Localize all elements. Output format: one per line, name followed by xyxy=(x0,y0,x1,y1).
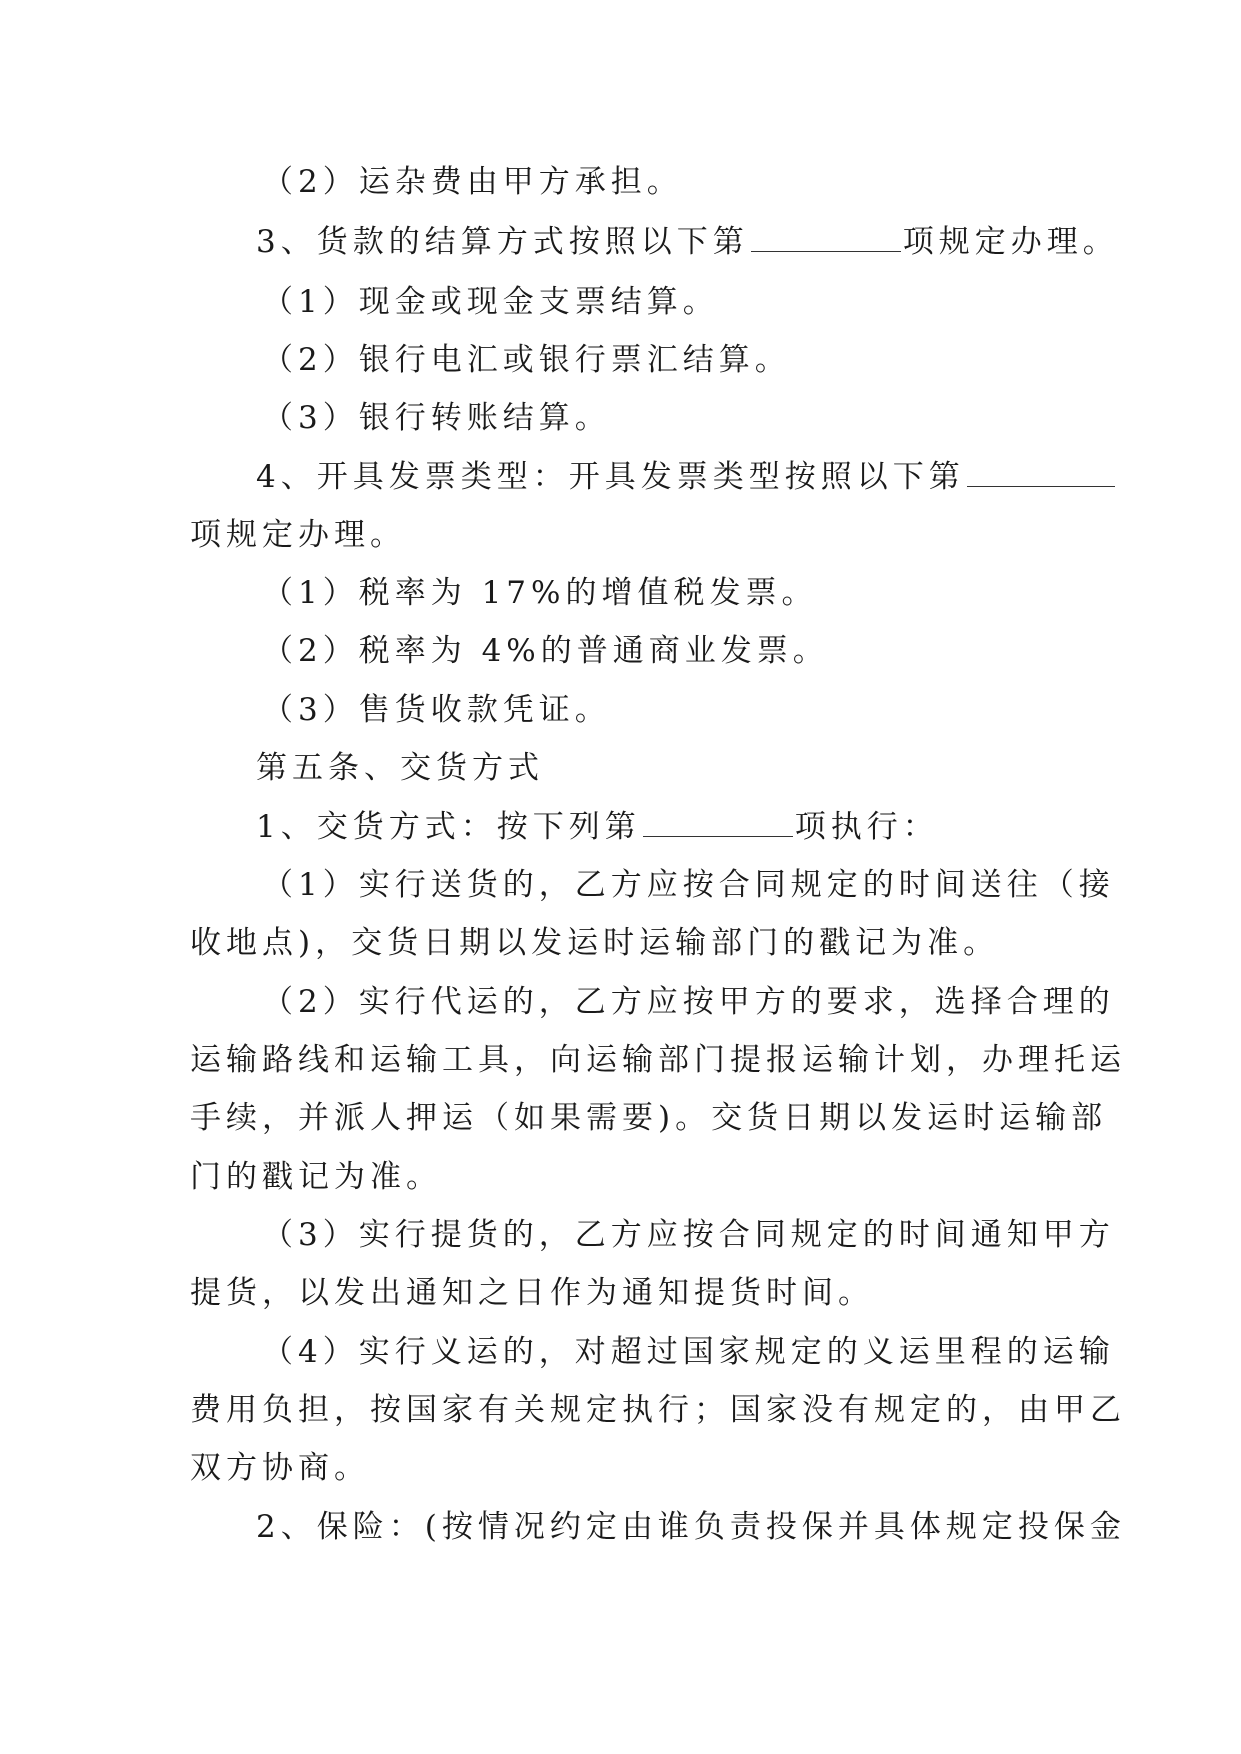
text-line xyxy=(190,515,406,555)
text-line-content: 项规定办理。 xyxy=(190,517,406,553)
text-line xyxy=(190,1098,1107,1138)
text-line-content: （1）税率为 17%的增值税发票。 xyxy=(262,575,818,611)
text-line-content: 门的戳记为准。 xyxy=(190,1159,442,1195)
text-line-content: 提货，以发出通知之日作为通知提货时间。 xyxy=(190,1275,874,1311)
text-line xyxy=(256,807,939,847)
text-line xyxy=(262,982,1115,1022)
text-line xyxy=(190,923,999,963)
text-line-content: 收地点)，交货日期以发运时运输部门的戳记为准。 xyxy=(190,925,1000,961)
text-line xyxy=(190,1040,1126,1080)
text-line xyxy=(262,573,817,613)
text-line-content: 4、开具发票类型：开具发票类型按照以下第 xyxy=(256,459,965,495)
text-line-content: （1）实行送货的，乙方应按合同规定的时间送往（接 xyxy=(262,867,1115,903)
text-line-content: 项规定办理。 xyxy=(902,224,1119,260)
text-line-content: （3）实行提货的，乙方应按合同规定的时间通知甲方 xyxy=(262,1217,1115,1253)
text-line xyxy=(262,690,611,730)
text-line-content: 3、货款的结算方式按照以下第 xyxy=(256,224,749,260)
text-line-content: （2）实行代运的，乙方应按甲方的要求，选择合理的 xyxy=(262,984,1115,1020)
text-line xyxy=(256,222,1119,262)
text-line-content: （2）运杂费由甲方承担。 xyxy=(262,164,683,200)
text-line xyxy=(262,631,829,671)
text-line-content: 费用负担，按国家有关规定执行；国家没有规定的，由甲乙 xyxy=(190,1392,1126,1428)
text-line-content: 2、保险：(按情况约定由谁负责投保并具体规定投保金 xyxy=(256,1509,1126,1545)
text-line xyxy=(262,282,719,322)
text-line-content: （1）现金或现金支票结算。 xyxy=(262,284,719,320)
text-line xyxy=(190,1157,442,1197)
text-line-content: （2）税率为 4%的普通商业发票。 xyxy=(262,633,829,669)
text-line xyxy=(262,1332,1115,1372)
fill-in-blank[interactable] xyxy=(643,810,793,837)
text-line-content: 1、交货方式：按下列第 xyxy=(256,809,641,845)
text-line-content: 双方协商。 xyxy=(190,1450,370,1486)
section-heading-text: 第五条、交货方式 xyxy=(256,750,544,786)
text-line xyxy=(262,1215,1115,1255)
text-line xyxy=(256,457,1117,497)
text-line-content: （3）售货收款凭证。 xyxy=(262,692,611,728)
text-line xyxy=(190,1448,370,1488)
text-line-content: 手续，并派人押运（如果需要)。交货日期以发运时运输部 xyxy=(190,1100,1108,1136)
text-line-content: （4）实行义运的，对超过国家规定的义运里程的运输 xyxy=(262,1334,1115,1370)
fill-in-blank[interactable] xyxy=(967,460,1115,487)
text-line xyxy=(190,1390,1126,1430)
text-line xyxy=(262,340,791,380)
text-line xyxy=(262,162,683,202)
text-line-content: （3）银行转账结算。 xyxy=(262,400,611,436)
section-heading xyxy=(256,748,544,788)
text-line xyxy=(262,398,611,438)
text-line-content: 项执行： xyxy=(794,809,939,845)
text-line-content: 运输路线和运输工具，向运输部门提报运输计划，办理托运 xyxy=(190,1042,1126,1078)
fill-in-blank[interactable] xyxy=(751,225,901,252)
text-line-content: （2）银行电汇或银行票汇结算。 xyxy=(262,342,791,378)
text-line xyxy=(190,1273,874,1313)
text-line xyxy=(256,1507,1126,1547)
text-line xyxy=(262,865,1115,905)
